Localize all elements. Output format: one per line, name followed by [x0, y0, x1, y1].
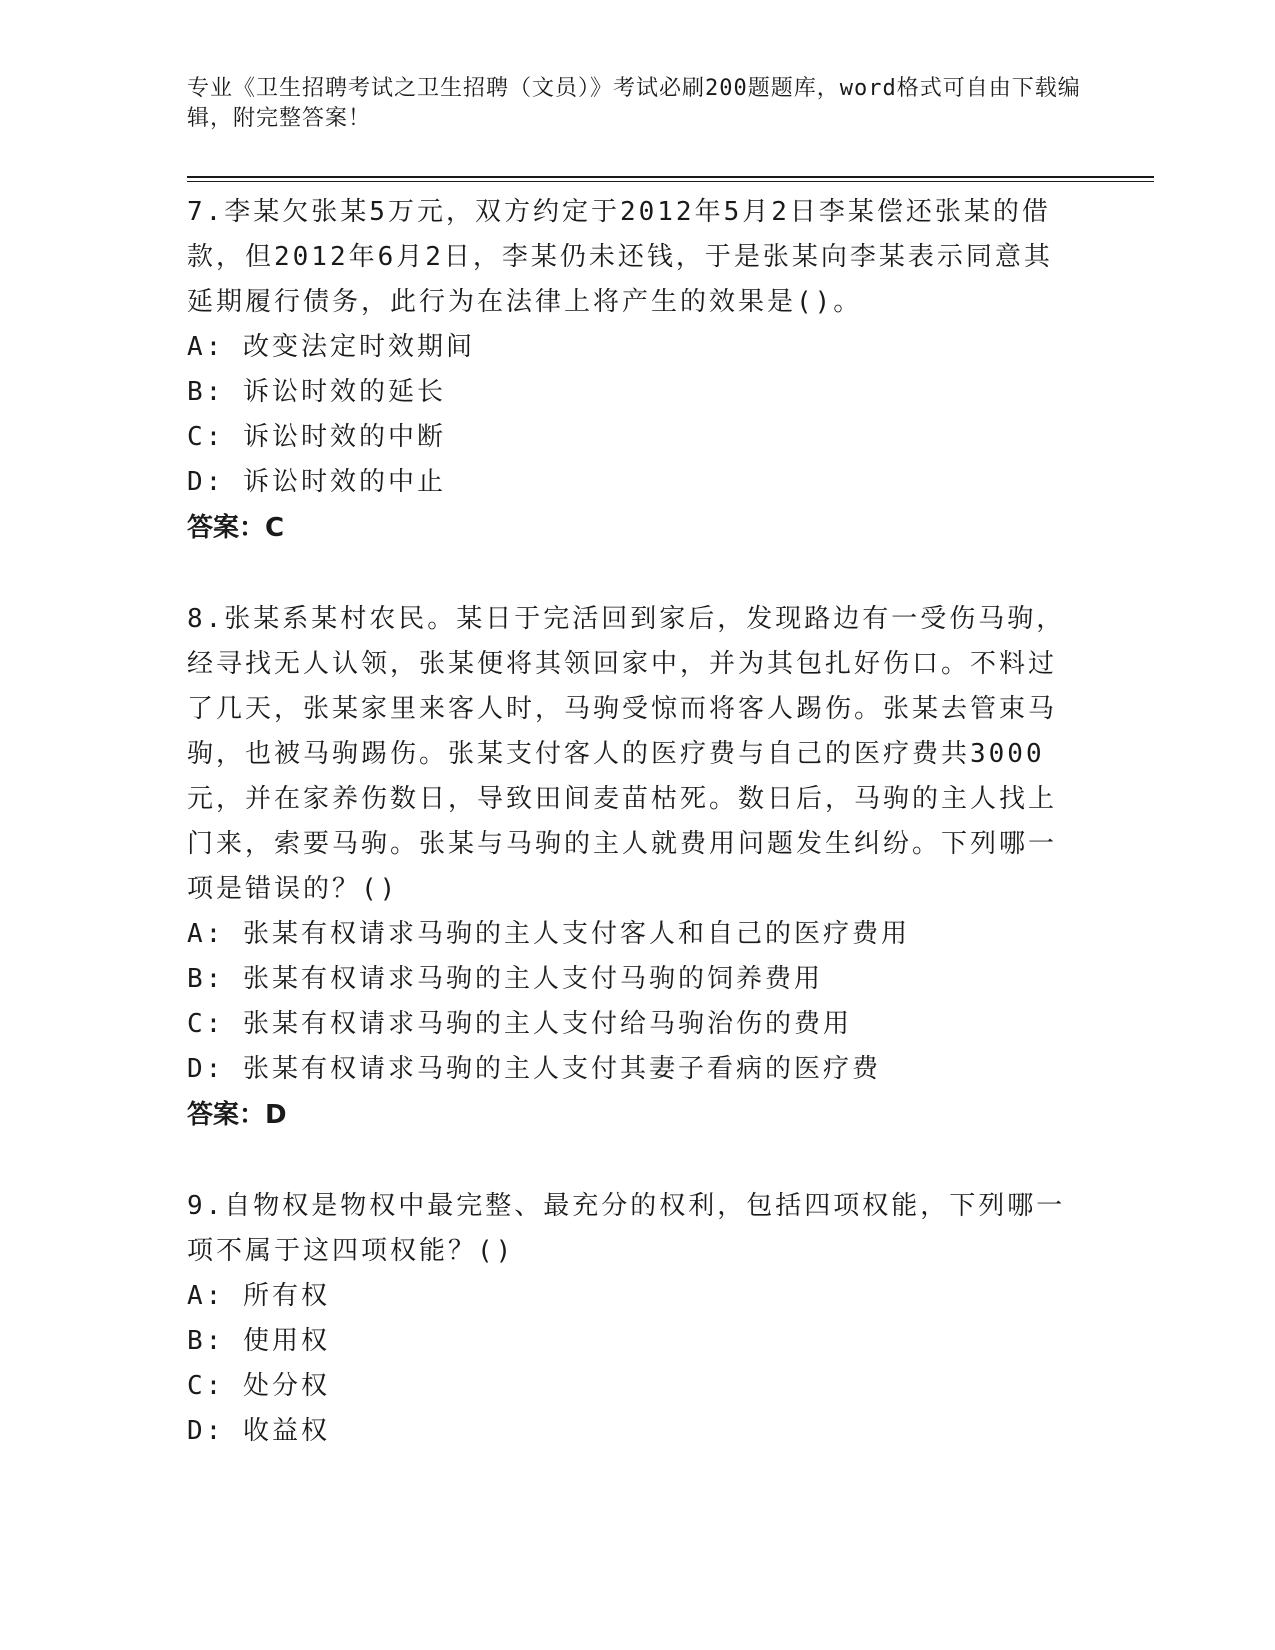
- question-8: [187, 597, 1067, 1138]
- option-b: B: 张某有权请求马驹的主人支付马驹的饲养费用: [187, 964, 823, 994]
- option-b: B: 使用权: [187, 1326, 330, 1356]
- option-d: D: 张某有权请求马驹的主人支付其妻子看病的医疗费: [187, 1054, 881, 1084]
- answer-value: D: [265, 1100, 287, 1130]
- option-d: D: 收益权: [187, 1416, 330, 1446]
- option-d: D: 诉讼时效的中止: [187, 467, 446, 497]
- answer-label: 答案：: [187, 1100, 266, 1130]
- header-rule-thick: [187, 176, 1154, 178]
- document-header: 专业《卫生招聘考试之卫生招聘（文员）》考试必刷200题题库，word格式可自由下载编辑，附完整答案！: [187, 76, 1081, 131]
- option-b: B: 诉讼时效的延长: [187, 377, 446, 407]
- option-c: C: 张某有权请求马驹的主人支付给马驹治伤的费用: [187, 1009, 852, 1039]
- question-9: [187, 1184, 1067, 1454]
- header-rule-thin: [187, 181, 1154, 182]
- answer-line: [187, 505, 1067, 551]
- option-a: A: 改变法定时效期间: [187, 332, 475, 362]
- question-stem: 9.自物权是物权中最完整、最充分的权利，包括四项权能，下列哪一项不属于这四项权能？(): [187, 1191, 1066, 1266]
- option-a: A: 所有权: [187, 1281, 330, 1311]
- question-list: [187, 190, 1067, 1500]
- answer-label: 答案：: [187, 513, 266, 543]
- answer-value: C: [265, 513, 285, 543]
- answer-line: [187, 1092, 1067, 1138]
- question-stem: 8.张某系某村农民。某日于完活回到家后，发现路边有一受伤马驹，经寻找无人认领，张某便将其领回家中，并为其包扎好伤口。不料过了几天，张某家里来客人时，马驹受惊而将客人踢伤。张某去管束马驹，也被马驹踢伤。张某支付客人的医疗费与自己的医疗费共3000元，并在家养伤数日，导致田间麦苗枯死。数日后，马驹的主人找上门来，索要马驹。张某与马驹的主人就费用问题发生纠纷。下列哪一项是错误的？(): [187, 604, 1066, 904]
- option-c: C: 诉讼时效的中断: [187, 422, 446, 452]
- question-7: [187, 190, 1067, 551]
- option-a: A: 张某有权请求马驹的主人支付客人和自己的医疗费用: [187, 919, 910, 949]
- question-stem: 7.李某欠张某5万元，双方约定于2012年5月2日李某偿还张某的借款，但2012年6月2日，李某仍未还钱，于是张某向李某表示同意其延期履行债务，此行为在法律上将产生的效果是()。: [187, 197, 1053, 317]
- option-c: C: 处分权: [187, 1371, 330, 1401]
